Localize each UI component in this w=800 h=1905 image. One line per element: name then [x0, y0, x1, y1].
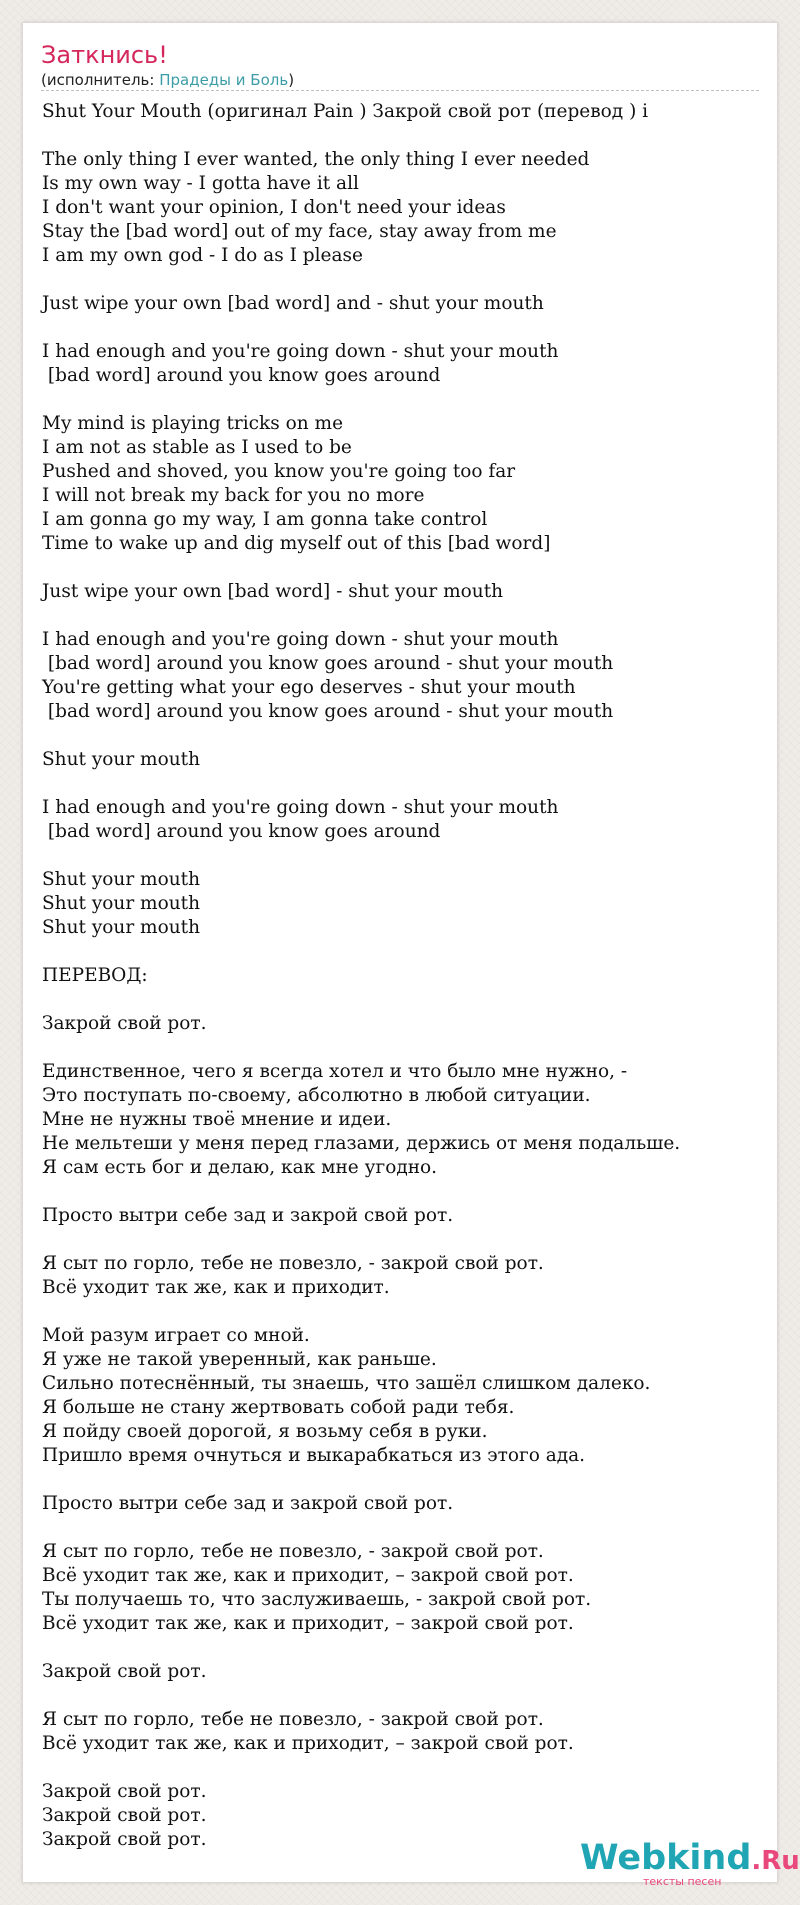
artist-link[interactable]: Прадеды и Боль: [159, 71, 289, 89]
logo-tagline: тексты песен: [643, 1875, 722, 1888]
title-divider: [41, 90, 759, 91]
logo-name: Webkind: [580, 1838, 752, 1878]
song-title: Заткнись!: [41, 41, 168, 69]
artist-prefix: (исполнитель:: [41, 71, 160, 89]
artist-line: [41, 70, 294, 90]
site-logo[interactable]: [580, 1838, 800, 1888]
artist-suffix: ): [288, 71, 295, 89]
logo-tld: .Ru: [751, 1846, 800, 1876]
lyrics-text: Shut Your Mouth (оригинал Pain ) Закрой свой рот (перевод ) i The only thing I ever wanted, the only thing I ever needed Is my own way - I gotta have it all I don't want your opinion, I don't need your ideas Stay the [bad word] out of my face, stay away from me I am my own god - I do as I please Just wipe your own [bad word] and - shut your mouth I had enough and you're going down - shut your mouth [bad word] around you know goes around My mind is playing tricks on me I am not as stable as I used to be Pushed and shoved, you know you're going too far I will not break my back for you no more I am gonna go my way, I am gonna take control Time to wake up and dig myself out of this [bad word] Just wipe your own [bad word] - shut your mouth I had enough and you're going down - shut your mouth [bad word] around you know goes around - shut your mouth You're getting what your ego deserves - shut your mouth [bad word] around you know goes around - shut your mouth Shut your mouth I had enough and you're going down - shut your mouth [bad word] around you know goes around Shut your mouth Shut your mouth Shut your mouth ПЕРЕВОД: Закрой свой рот. Единственное, чего я всегда хотел и что было мне нужно, - Это поступать по-своему, абсолютно в любой ситуации. Мне не нужны твоё мнение и идеи. Не мельтеши у меня перед глазами, держись от меня подальше. Я сам есть бог и делаю, как мне угодно. Просто вытри себе зад и закрой свой рот. Я сыт по горло, тебе не повезло, - закрой свой рот. Всё уходит так же, как и приходит. Мой разум играет со мной. Я уже не такой уверенный, как раньше. Сильно потеснённый, ты знаешь, что зашёл слишком далеко. Я больше не стану жертвовать собой ради тебя. Я пойду своей дорогой, я возьму себя в руки. Пришло время очнуться и выкарабкаться из этого ада. Просто вытри себе зад и закрой свой рот. Я сыт по горло, тебе не повезло, - закрой свой рот. Всё уходит так же, как и приходит, – закрой свой рот. Ты получаешь то, что заслуживаешь, - закрой свой рот. Всё уходит так же, как и приходит, – закрой свой рот. Закрой свой рот. Я сыт по горло, тебе не повезло, - закрой свой рот. Всё уходит так же, как и приходит, – закрой свой рот. Закрой свой рот. Закрой свой рот. Закрой свой рот.: [42, 101, 681, 1850]
